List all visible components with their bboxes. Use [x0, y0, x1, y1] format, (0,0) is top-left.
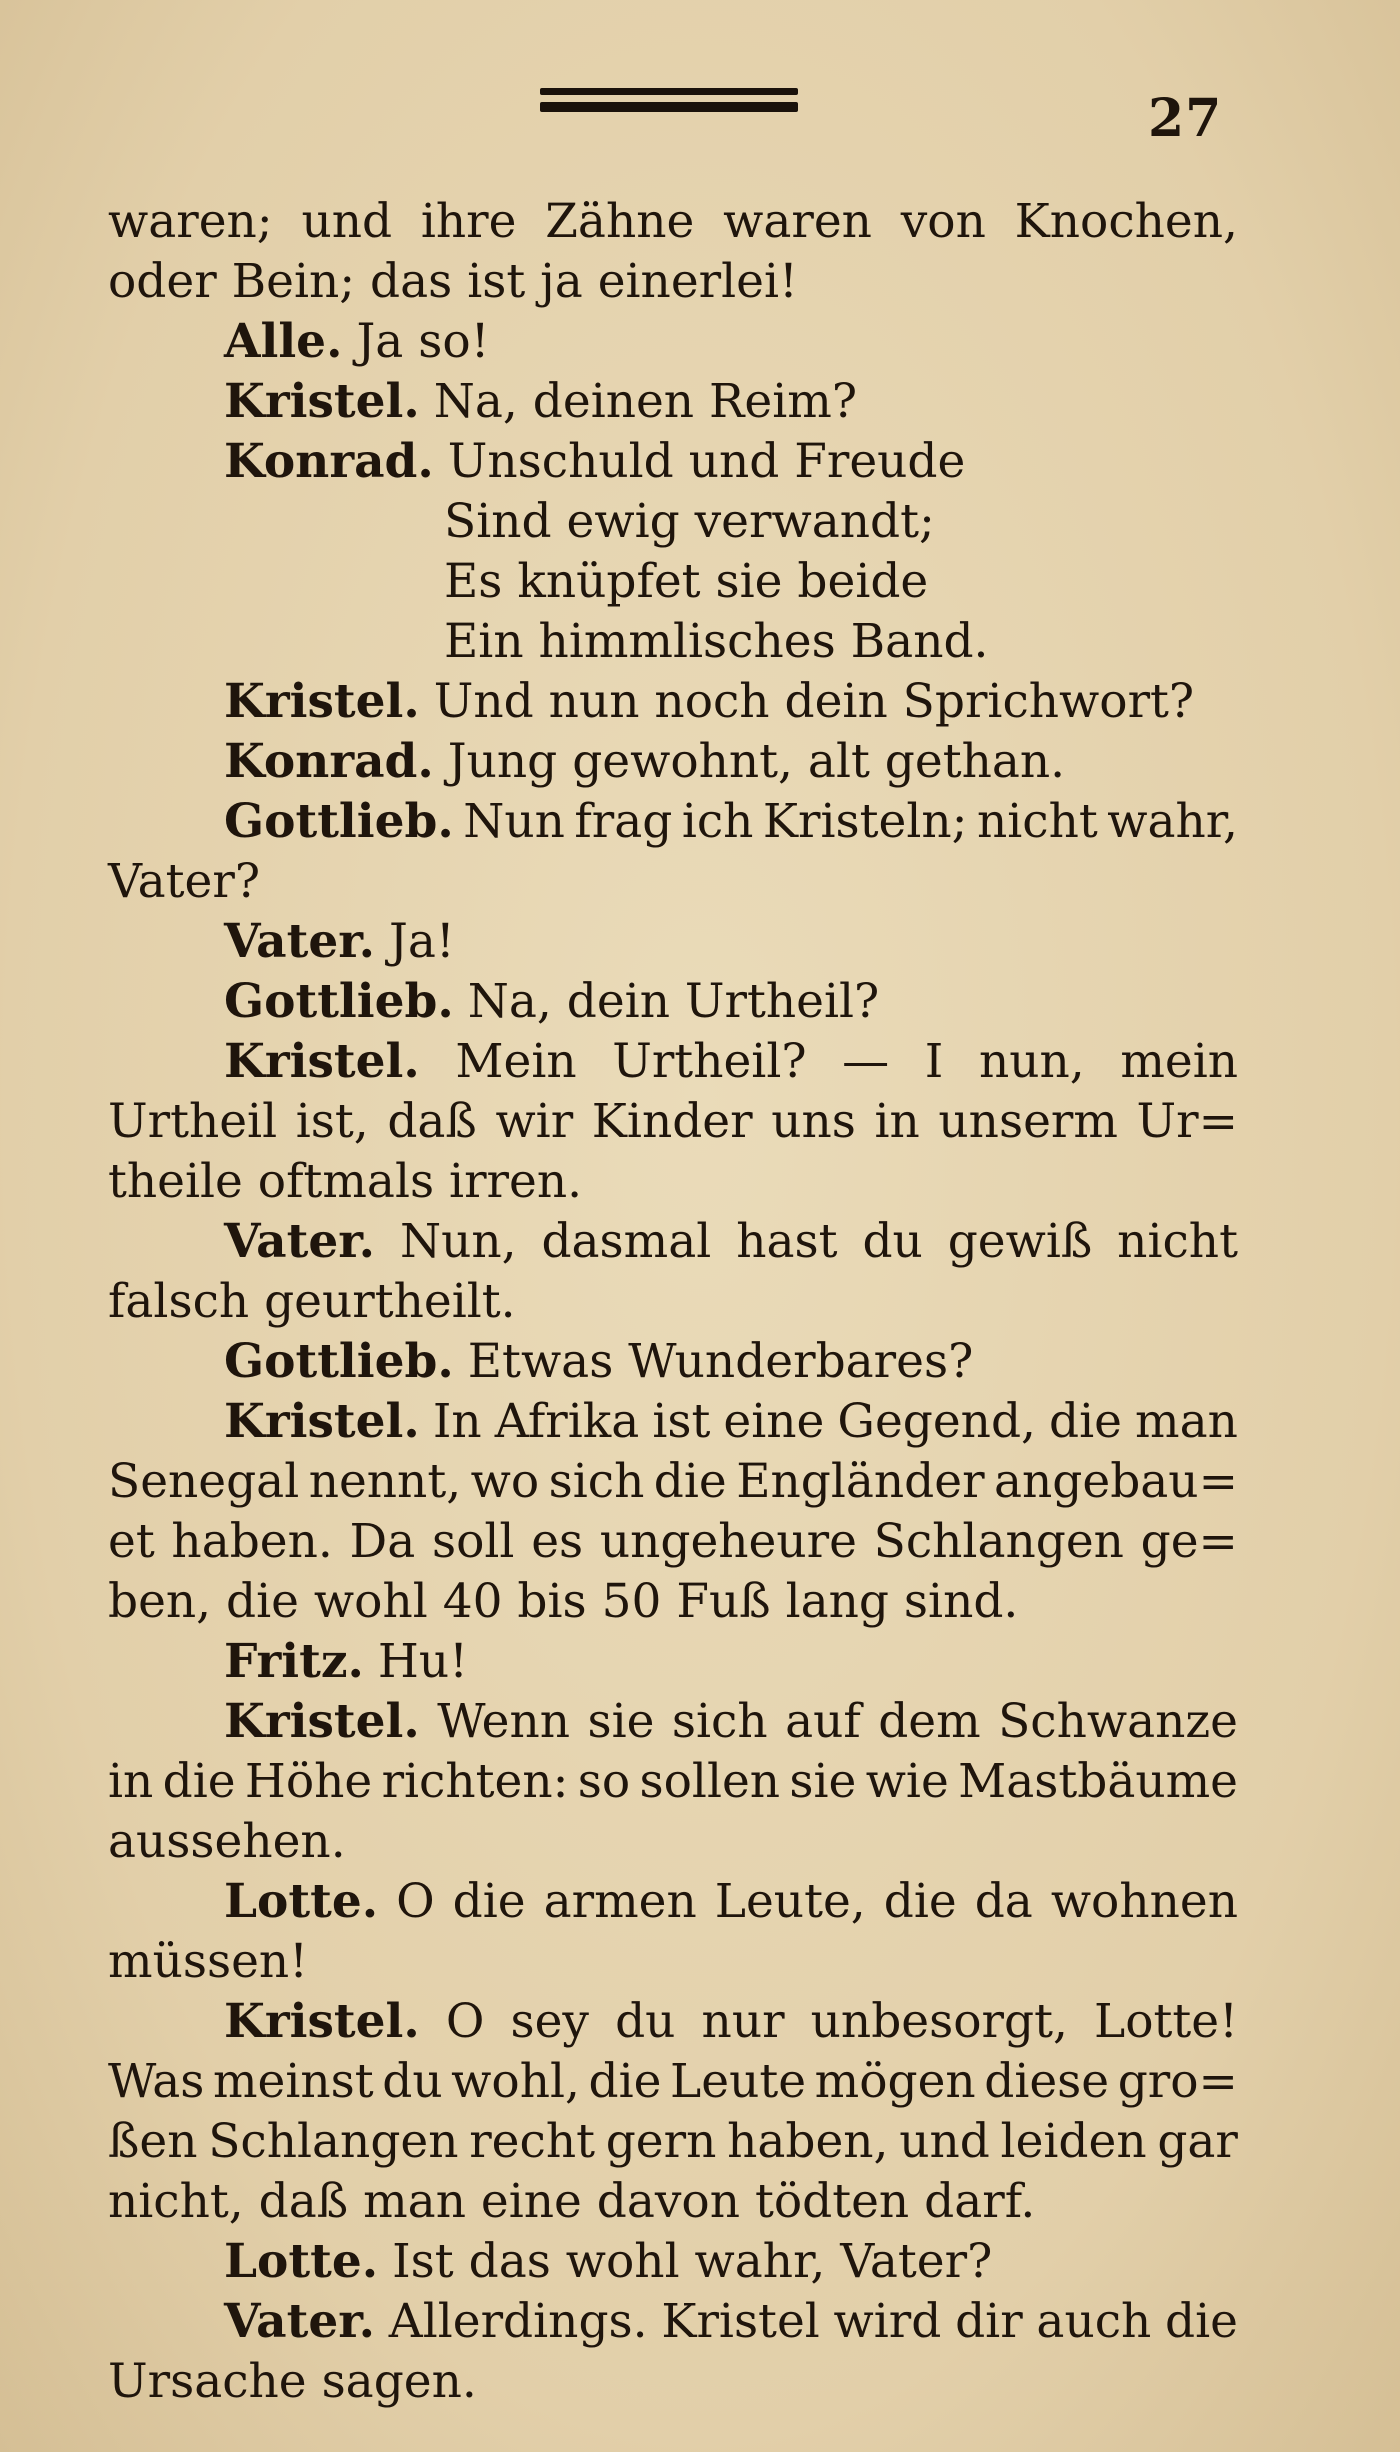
speaker-name: Vater. [224, 914, 376, 969]
text-line [108, 852, 1238, 912]
speaker-name: Kristel. [224, 1694, 420, 1749]
word: Kristeln; [762, 794, 968, 849]
word: Nun, [399, 1214, 517, 1269]
word: Allerdings. [388, 2294, 648, 2349]
text-line [108, 732, 1238, 792]
text-line [108, 372, 1238, 432]
word: nicht [1117, 1214, 1238, 1269]
line-text: oder Bein; das ist ja einerlei! [108, 254, 798, 309]
word: auch [1036, 2294, 1152, 2349]
speaker-name: Lotte. [224, 2234, 379, 2289]
word: Gegend, [837, 1394, 1036, 1449]
speaker-name: Lotte. [224, 1874, 379, 1929]
text-line [108, 1512, 1238, 1572]
word: in [874, 1094, 920, 1149]
word: O [396, 1874, 435, 1929]
text-line [108, 1752, 1238, 1812]
word: die [452, 1874, 526, 1929]
word: I [924, 1034, 944, 1089]
word: gern [605, 2114, 717, 2169]
line-text: Ist das wohl wahr, Vater? [392, 2234, 993, 2289]
text-line [108, 672, 1238, 732]
word: ungeheure [599, 1514, 857, 1569]
word: gro= [1117, 2054, 1238, 2109]
word: Senegal [108, 1454, 300, 1509]
text-line [108, 1812, 1238, 1872]
word: ist [652, 1394, 711, 1449]
word: mögen [814, 2054, 976, 2109]
word: du [615, 1994, 676, 2049]
speaker-name: Vater. [224, 2294, 376, 2349]
line-text: falsch geurtheilt. [108, 1274, 516, 1329]
word: haben, [727, 2114, 889, 2169]
word: ßen [108, 2114, 198, 2169]
speaker-name: Konrad. [224, 434, 434, 489]
word: nennt, [308, 1454, 462, 1509]
word: nicht [976, 794, 1098, 849]
word: nun, [978, 1034, 1085, 1089]
word: Ur= [1136, 1094, 1238, 1149]
line-text: Na, dein Urtheil? [467, 974, 880, 1029]
word: die [1165, 2294, 1238, 2349]
word: sich [671, 1694, 768, 1749]
line-text: nicht, daß man eine davon tödten darf. [108, 2174, 1036, 2229]
word: die [1049, 1394, 1122, 1449]
word: dir [955, 2294, 1023, 2349]
word: von [900, 194, 986, 249]
word: auf [785, 1694, 861, 1749]
speaker-name: Gottlieb. [224, 794, 454, 849]
word: unserm [938, 1094, 1118, 1149]
speaker-name: Kristel. [224, 1394, 420, 1449]
word: Schwanze [998, 1694, 1238, 1749]
word: wo [470, 1454, 540, 1509]
word: dasmal [541, 1214, 712, 1269]
word: recht [469, 2114, 595, 2169]
line-text: Und nun noch dein Sprichwort? [433, 674, 1195, 729]
text-line [108, 912, 1238, 972]
speaker-name: Gottlieb. [224, 974, 454, 1029]
word: waren; [108, 194, 273, 249]
word: da [974, 1874, 1033, 1929]
text-line [108, 552, 1238, 612]
line-text: Unschuld und Freude [447, 434, 966, 489]
word: Leute, [714, 1874, 866, 1929]
word: waren [723, 194, 872, 249]
speaker-name: Konrad. [224, 734, 434, 789]
word: dem [878, 1694, 981, 1749]
speaker-name: Vater. [224, 1214, 376, 1269]
word: so [577, 1754, 631, 1809]
text-line [108, 492, 1238, 552]
header-rule [540, 88, 798, 112]
word: haben. [171, 1514, 333, 1569]
word: daß [387, 1094, 477, 1149]
word: ge= [1140, 1514, 1238, 1569]
word: Lotte! [1094, 1994, 1238, 2049]
text-line [108, 1272, 1238, 1332]
word: wir [495, 1094, 574, 1149]
line-text: Jung gewohnt, alt gethan. [447, 734, 1066, 789]
line-text: ben, die wohl 40 bis 50 Fuß lang sind. [108, 1574, 1019, 1629]
text-line [108, 1332, 1238, 1392]
word: die [588, 2054, 662, 2109]
text-line [108, 2172, 1238, 2232]
speaker-name: Kristel. [224, 374, 420, 429]
word: et [108, 1514, 155, 1569]
word: meinst [212, 2054, 374, 2109]
word: mein [1120, 1034, 1238, 1089]
text-line [108, 1872, 1238, 1932]
text-line [108, 1932, 1238, 1992]
word: Knochen, [1014, 194, 1238, 249]
header-rule-bottom [540, 102, 798, 112]
word: es [531, 1514, 584, 1569]
word: Kinder [591, 1094, 753, 1149]
word: nur [701, 1994, 785, 2049]
text-line [108, 432, 1238, 492]
text-line [108, 2292, 1238, 2352]
word: die [162, 1754, 236, 1809]
speaker-name: Kristel. [224, 1994, 420, 2049]
word: ihre [420, 194, 517, 249]
line-text: aussehen. [108, 1814, 346, 1869]
word: Nun [463, 794, 565, 849]
word: — [842, 1034, 890, 1089]
word: wohl, [451, 2054, 580, 2109]
line-text: müssen! [108, 1934, 309, 1989]
word: Da [349, 1514, 416, 1569]
text-line [108, 1572, 1238, 1632]
text-line [108, 1092, 1238, 1152]
line-text: Hu! [377, 1634, 469, 1689]
word: sie [587, 1694, 655, 1749]
line-text: Vater? [108, 854, 261, 909]
text-line [108, 1152, 1238, 1212]
word: armen [543, 1874, 697, 1929]
word: die [653, 1454, 727, 1509]
line-text: Na, deinen Reim? [433, 374, 858, 429]
word: ich [681, 794, 754, 849]
word: wahr, [1107, 794, 1238, 849]
word: Urtheil [108, 1094, 278, 1149]
word: Schlangen [873, 1514, 1124, 1569]
text-line [108, 252, 1238, 312]
line-text: Es knüpfet sie beide [444, 554, 929, 609]
text-line [108, 612, 1238, 672]
word: gar [1157, 2114, 1238, 2169]
word: Was [108, 2054, 205, 2109]
word: Urtheil? [612, 1034, 807, 1089]
word: O [445, 1994, 485, 2049]
speaker-name: Fritz. [224, 1634, 364, 1689]
text-line [108, 192, 1238, 252]
text-line [108, 1452, 1238, 1512]
text-line [108, 792, 1238, 852]
text-line [108, 1632, 1238, 1692]
word: ist, [295, 1094, 369, 1149]
word: In [432, 1394, 482, 1449]
text-line [108, 2052, 1238, 2112]
speaker-name: Kristel. [224, 674, 420, 729]
speaker-name: Gottlieb. [224, 1334, 454, 1389]
word: Höhe [244, 1754, 373, 1809]
word: sie [789, 1754, 857, 1809]
text-line [108, 2352, 1238, 2412]
word: frag [574, 794, 673, 849]
word: Afrika [494, 1394, 640, 1449]
text-line [108, 2232, 1238, 2292]
word: man [1135, 1394, 1238, 1449]
text-line [108, 312, 1238, 372]
speaker-name: Kristel. [224, 1034, 420, 1089]
word: sich [548, 1454, 645, 1509]
word: eine [723, 1394, 825, 1449]
text-line [108, 2112, 1238, 2172]
word: du [862, 1214, 923, 1269]
page-number: 27 [1148, 88, 1223, 149]
text-line [108, 1392, 1238, 1452]
word: wird [833, 2294, 942, 2349]
body-text [108, 192, 1238, 2412]
word: wie [865, 1754, 949, 1809]
word: in [108, 1754, 154, 1809]
text-line [108, 1992, 1238, 2052]
word: diese [984, 2054, 1110, 2109]
word: Leute [670, 2054, 807, 2109]
word: unbesorgt, [810, 1994, 1068, 2049]
header-rule-top [540, 88, 798, 95]
word: Zähne [545, 194, 695, 249]
word: Schlangen [208, 2114, 459, 2169]
word: und [301, 194, 393, 249]
word: die [883, 1874, 957, 1929]
word: soll [431, 1514, 515, 1569]
text-line [108, 1212, 1238, 1272]
line-text: Sind ewig verwandt; [444, 494, 935, 549]
line-text: Ja so! [356, 314, 490, 369]
line-text: theile oftmals irren. [108, 1154, 583, 1209]
word: wohnen [1050, 1874, 1238, 1929]
word: Engländer [736, 1454, 985, 1509]
word: leiden [1000, 2114, 1147, 2169]
word: hast [736, 1214, 838, 1269]
line-text: Ein himmlisches Band. [444, 614, 989, 669]
word: richten: [381, 1754, 569, 1809]
word: du [382, 2054, 443, 2109]
word: sollen [639, 1754, 781, 1809]
word: uns [771, 1094, 856, 1149]
line-text: Etwas Wunderbares? [467, 1334, 974, 1389]
word: Wenn [437, 1694, 571, 1749]
text-line [108, 972, 1238, 1032]
text-line [108, 1032, 1238, 1092]
word: gewiß [947, 1214, 1093, 1269]
line-text: Ursache sagen. [108, 2354, 477, 2409]
text-line [108, 1692, 1238, 1752]
word: Mastbäume [958, 1754, 1238, 1809]
line-text: Ja! [389, 914, 455, 969]
word: angebau= [994, 1454, 1238, 1509]
speaker-name: Alle. [224, 314, 343, 369]
word: Mein [455, 1034, 577, 1089]
word: und [899, 2114, 990, 2169]
word: Kristel [661, 2294, 820, 2349]
word: sey [510, 1994, 589, 2049]
